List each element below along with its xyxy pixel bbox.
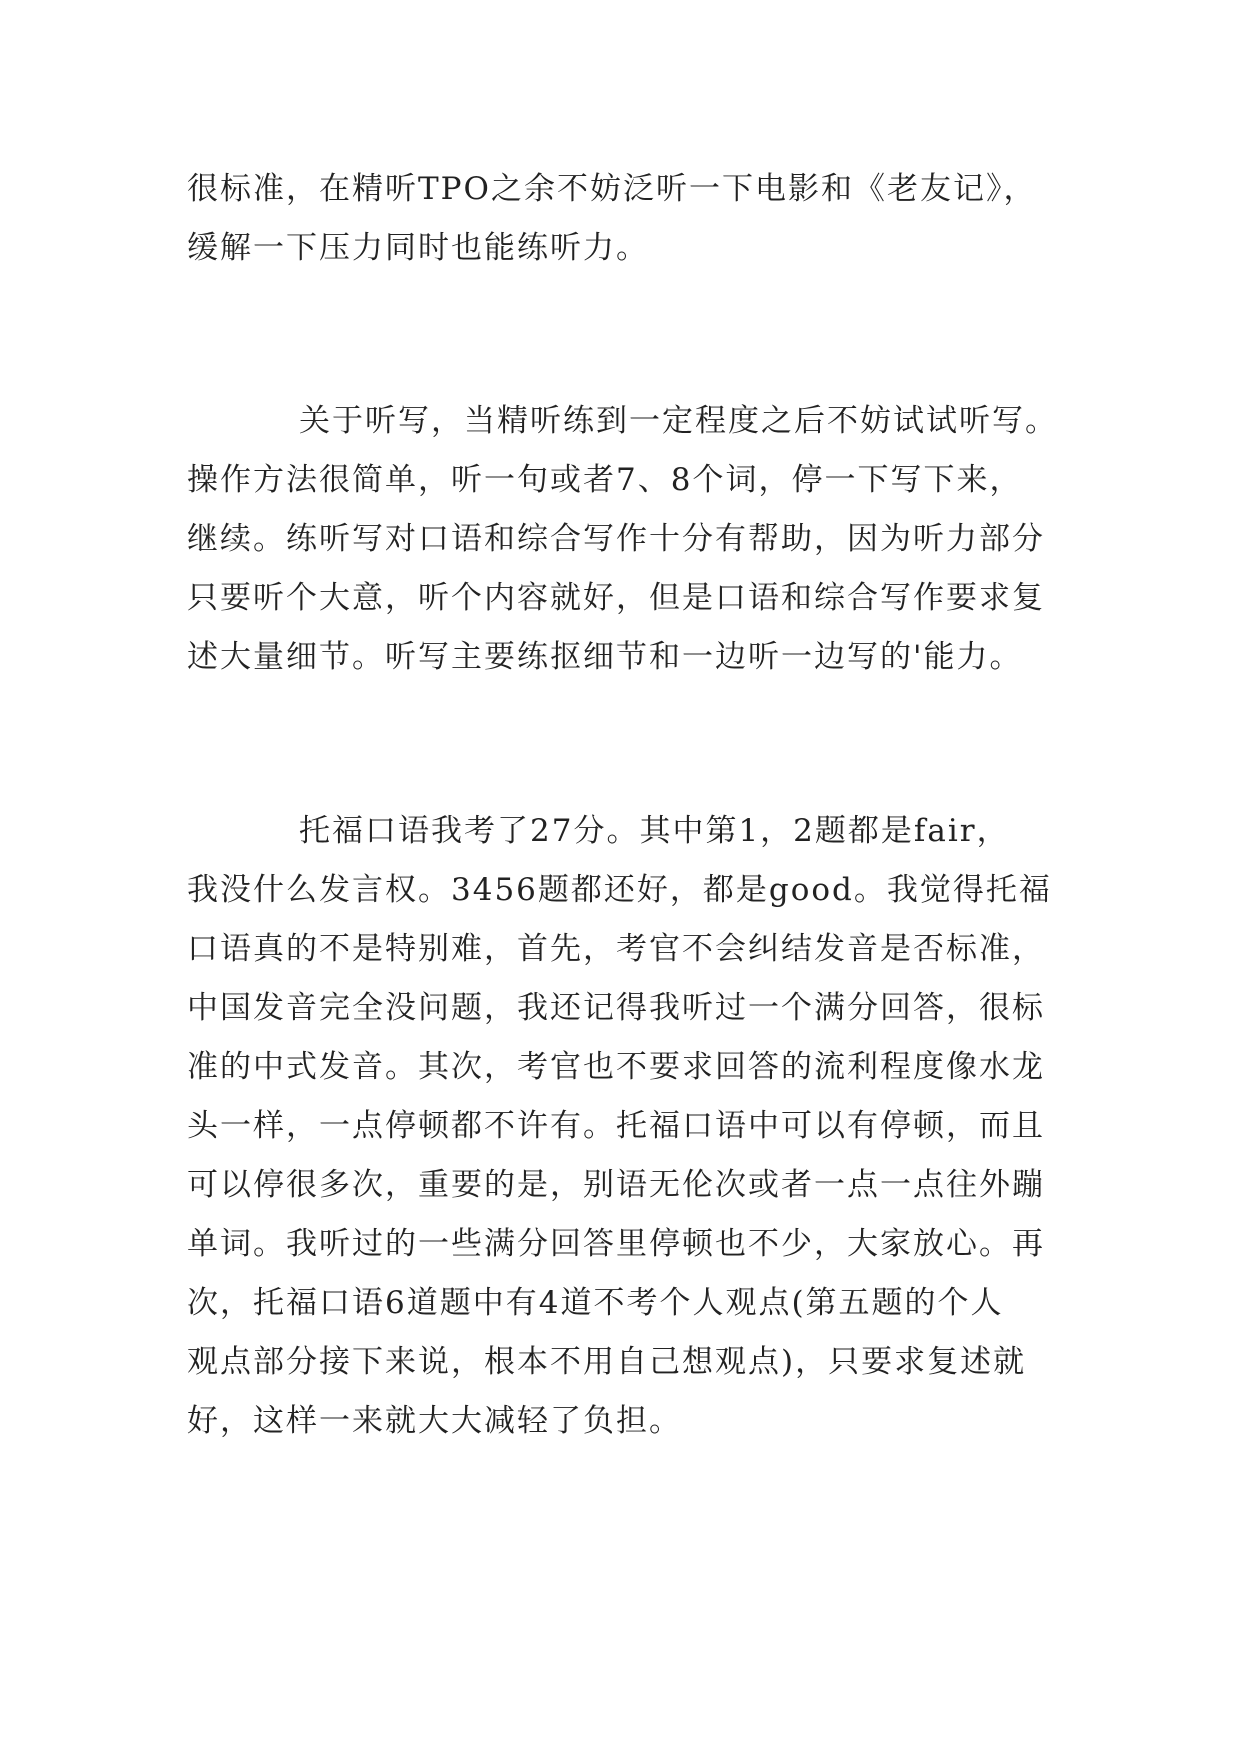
text-line: 述大量细节。听写主要练抠细节和一边听一边写的'能力。 [187, 639, 1023, 675]
text-line: 继续。练听写对口语和综合写作十分有帮助，因为听力部分 [187, 521, 1045, 557]
paragraph-dictation [187, 392, 1067, 687]
text-line: 单词。我听过的一些满分回答里停顿也不少，大家放心。再 [187, 1226, 1045, 1262]
text-line: 关于听写，当精听练到一定程度之后不妨试试听写。 [299, 403, 1058, 439]
text-line: 托福口语我考了27分。其中第1，2题都是fair， [299, 813, 1010, 849]
text-line: 操作方法很简单，听一句或者7、8个词，停一下写下来， [187, 462, 1023, 498]
text-line: 缓解一下压力同时也能练听力。 [187, 230, 649, 266]
paragraph-speaking [187, 802, 1067, 1451]
text-line: 只要听个大意，听个内容就好，但是口语和综合写作要求复 [187, 580, 1045, 616]
text-line: 观点部分接下来说，根本不用自己想观点)，只要求复述就 [187, 1344, 1027, 1380]
paragraph-listening-tips [187, 160, 1067, 278]
text-line: 中国发音完全没问题，我还记得我听过一个满分回答，很标 [187, 990, 1045, 1026]
text-line: 可以停很多次，重要的是，别语无伦次或者一点一点往外蹦 [187, 1167, 1045, 1203]
text-line: 次，托福口语6道题中有4道不考个人观点(第五题的个人 [187, 1285, 1004, 1321]
text-line: 很标准，在精听TPO之余不妨泛听一下电影和《老友记》， [187, 171, 1037, 207]
text-line: 好，这样一来就大大减轻了负担。 [187, 1403, 682, 1439]
text-line: 我没什么发言权。3456题都还好，都是good。我觉得托福 [187, 872, 1052, 908]
text-line: 头一样，一点停顿都不许有。托福口语中可以有停顿，而且 [187, 1108, 1045, 1144]
text-line: 口语真的不是特别难，首先，考官不会纠结发音是否标准， [187, 931, 1045, 967]
text-line: 准的中式发音。其次，考官也不要求回答的流利程度像水龙 [187, 1049, 1045, 1085]
